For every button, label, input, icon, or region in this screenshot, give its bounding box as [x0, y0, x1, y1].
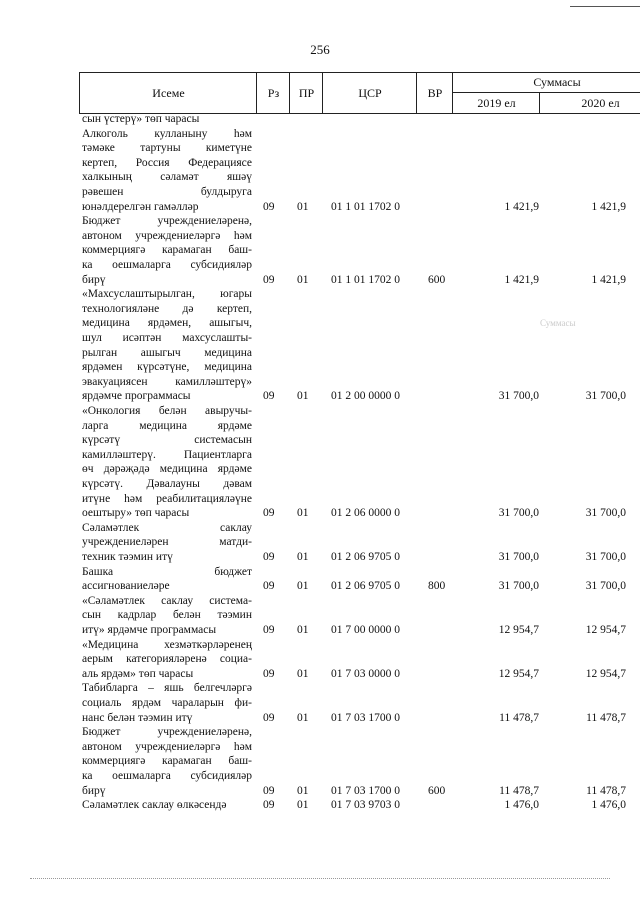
row-name-line: социаль ярдәм чараларын фи-: [82, 696, 252, 709]
row-value-2019: 31 700,0: [498, 580, 539, 593]
row-name-line: сын кадрлар белән тәэмин: [82, 609, 252, 622]
row-name: [82, 594, 252, 638]
row-value-2019: 11 478,7: [499, 711, 539, 724]
row-rz: 09: [263, 711, 275, 724]
row-name-line: ярдәмче программасы: [82, 390, 191, 403]
row-pr: 01: [297, 799, 309, 812]
row-name-line: Сәламәтлек саклау өлкәсендә: [82, 799, 227, 812]
row-name-line: рылган ашыгыч медицина: [82, 346, 252, 359]
row-name-line: күрсәтү системасын: [82, 434, 252, 447]
row-name-line: ларга медицина ярдәме: [82, 419, 252, 432]
row-name-line: аерым категорияләренә социа-: [82, 653, 252, 666]
row-name-line: «Медицина хезмәткәрләренең: [82, 638, 252, 651]
row-name: [82, 521, 252, 565]
page-number: 256: [310, 42, 330, 57]
row-value-2019: 11 478,7: [499, 784, 539, 797]
row-pr: 01: [297, 624, 309, 636]
row-rz: 09: [263, 784, 275, 797]
row-name-line: Бюджет учреждениеләренә,: [82, 215, 252, 228]
row-name-line: технологияләне дә кертеп,: [82, 302, 252, 315]
row-name-line: камилләштерү. Пациентларга: [82, 448, 252, 461]
row-csr: 01 2 06 9705 0: [331, 551, 400, 563]
row-name-line: итү» ярдәмче программасы: [82, 623, 217, 636]
row-value-2020: 31 700,0: [585, 580, 626, 593]
row-pr: 01: [297, 784, 309, 797]
row-value-2020: 1 476,0: [591, 799, 626, 812]
row-rz: 09: [263, 390, 275, 403]
row-name-line: өч дәрәҗәдә медицина ярдәме: [82, 463, 252, 476]
row-name: [82, 565, 252, 594]
row-name-line: тәмәке тартуны киметүне: [82, 142, 252, 155]
row-name-line: медицина ярдәмен, ашыгыч,: [82, 317, 252, 330]
row-name-line: автоном учреждениеләргә һәм: [82, 229, 252, 242]
row-rz: 09: [263, 667, 275, 680]
row-name-line: ка оешмаларга субсидияләр: [82, 769, 252, 782]
row-name: [82, 681, 252, 725]
row-name-line: халкының сәламәт яшәү: [82, 171, 252, 184]
row-name-line: техник тәэмин итү: [82, 550, 173, 563]
bottom-rule: [30, 878, 610, 879]
row-value-2020: 31 700,0: [585, 507, 626, 520]
row-name-line: Табибларга – яшь белгечләргә: [82, 682, 252, 695]
row-csr: 01 2 06 0000 0: [331, 507, 400, 520]
row-value-2020: 31 700,0: [585, 551, 626, 563]
header-rz: Рз: [256, 73, 290, 113]
row-name: [82, 287, 252, 404]
table-header: [79, 72, 640, 114]
row-name-line: итүне һәм реабилитацияләүне: [82, 492, 252, 505]
row-name-line: Алкоголь кулланыну һәм: [82, 127, 252, 140]
row-name-line: «Онкология белән авыручы-: [82, 405, 252, 417]
row-value-2019: 1 421,9: [504, 200, 539, 213]
row-csr: 01 7 03 1700 0: [331, 784, 400, 797]
row-pr: 01: [297, 551, 309, 563]
row-name-line: юнәлдерелгән гамәлләр: [82, 200, 199, 213]
row-pr: 01: [297, 711, 309, 724]
row-name: [82, 127, 252, 215]
row-value-2020: 1 421,9: [591, 273, 626, 286]
row-name-line: Бюджет учреждениеләренә,: [82, 726, 252, 739]
row-name: [82, 725, 252, 798]
row-name-line: шул исәптән махсуслашты-: [82, 331, 252, 344]
header-csr: ЦСР: [322, 73, 417, 113]
row-name-line: «Сәламәтлек саклау системa-: [82, 594, 252, 607]
row-vr: 800: [428, 580, 446, 593]
row-name-line: автоном учреждениеләргә һәм: [82, 740, 252, 753]
row-name: [82, 214, 252, 287]
row-csr: 01 1 01 1702 0: [331, 273, 400, 286]
row-csr: 01 2 00 0000 0: [331, 390, 400, 403]
row-rz: 09: [263, 273, 275, 286]
row-rz: 09: [263, 551, 275, 563]
header-name: Исеме: [79, 73, 257, 113]
row-rz: 09: [263, 624, 275, 636]
row-name-line: Башка бюджет: [82, 565, 252, 578]
row-name: [82, 112, 252, 127]
row-name-line: нанс белән тәэмин итү: [82, 711, 193, 724]
row-name: [82, 798, 252, 813]
row-rz: 09: [263, 580, 275, 593]
row-name-line: коммерциягә карамаган баш-: [82, 755, 252, 768]
row-csr: 01 7 03 9703 0: [331, 799, 400, 812]
row-pr: 01: [297, 507, 309, 520]
header-pr: ПР: [289, 73, 323, 113]
row-name-line: күрсәтү. Дәвалауны дәвам: [82, 477, 252, 490]
row-name-line: учреждениеләрен матди-: [82, 536, 252, 549]
row-value-2019: 31 700,0: [498, 390, 539, 403]
row-name-line: бирү: [82, 784, 106, 797]
row-value-2019: 1 421,9: [504, 273, 539, 286]
row-name-line: ассигнованиеләре: [82, 580, 170, 593]
row-name-line: оештыру» төп чарасы: [82, 507, 190, 520]
top-rule: [570, 6, 640, 7]
row-value-2020: 11 478,7: [586, 711, 626, 724]
faded-ghost-text: Суммасы: [540, 318, 576, 328]
row-name: [82, 638, 252, 682]
row-pr: 01: [297, 667, 309, 680]
row-pr: 01: [297, 580, 309, 593]
row-rz: 09: [263, 799, 275, 812]
row-name-line: рәвешен булдыруга: [82, 185, 252, 198]
row-name-line: «Махсуслаштырылган, югары: [82, 288, 252, 301]
header-2020: 2020 ел: [539, 93, 640, 113]
header-sums: Суммасы: [452, 73, 640, 93]
row-rz: 09: [263, 200, 275, 213]
row-pr: 01: [297, 200, 309, 213]
row-value-2020: 31 700,0: [585, 390, 626, 403]
row-csr: 01 7 03 0000 0: [331, 667, 400, 680]
row-value-2019: 12 954,7: [498, 624, 539, 636]
row-value-2019: 12 954,7: [498, 667, 539, 680]
row-name-line: кертеп, Россия Федерациясе: [82, 156, 252, 169]
row-pr: 01: [297, 390, 309, 403]
header-vr: ВР: [416, 73, 453, 113]
row-value-2020: 1 421,9: [591, 200, 626, 213]
row-name-line: ка оешмаларга субсидияләр: [82, 258, 252, 271]
row-value-2019: 31 700,0: [498, 551, 539, 563]
row-csr: 01 1 01 1702 0: [331, 200, 400, 213]
row-name-line: аль ярдәм» төп чарасы: [82, 667, 194, 680]
row-vr: 600: [428, 273, 446, 286]
row-value-2020: 12 954,7: [585, 624, 626, 636]
row-rz: 09: [263, 507, 275, 520]
row-pr: 01: [297, 273, 309, 286]
row-name: [82, 404, 252, 521]
row-name-line: бирү: [82, 273, 106, 286]
row-csr: 01 7 03 1700 0: [331, 711, 400, 724]
row-name-line: коммерциягә карамаган баш-: [82, 244, 252, 257]
row-name-line: эвакуациясен камилләштерү»: [82, 375, 252, 388]
row-name-line: ярдәмен күрсәтүне, медицина: [82, 361, 252, 374]
row-name-line: Сәламәтлек саклау: [82, 521, 252, 534]
row-csr: 01 7 00 0000 0: [331, 624, 400, 636]
row-value-2020: 12 954,7: [585, 667, 626, 680]
row-csr: 01 2 06 9705 0: [331, 580, 400, 593]
row-value-2019: 31 700,0: [498, 507, 539, 520]
row-value-2020: 11 478,7: [586, 784, 626, 797]
row-value-2019: 1 476,0: [504, 799, 539, 812]
row-name-line: сын үстерү» төп чарасы: [82, 113, 200, 125]
row-vr: 600: [428, 784, 446, 797]
header-2019: 2019 ел: [452, 93, 540, 113]
